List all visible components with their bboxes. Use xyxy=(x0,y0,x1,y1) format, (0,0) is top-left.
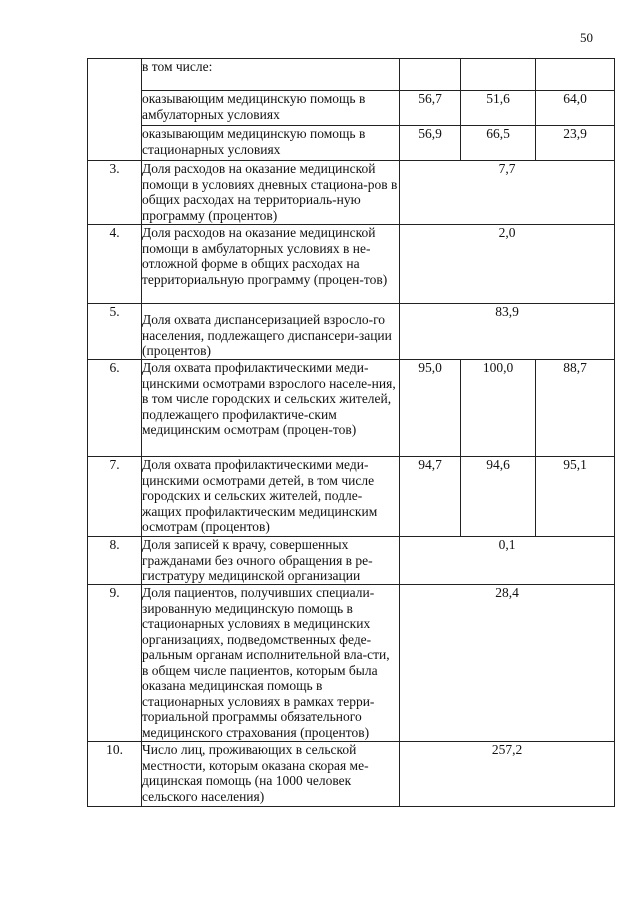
row-text: Доля записей к врачу, совершенных гражданами без очного обращения в ре-гистратуру медицинской организации xyxy=(142,537,400,585)
value-cell xyxy=(461,59,536,91)
table-row xyxy=(88,360,615,457)
row-text: Доля расходов на оказание медицинской помощи в амбулаторных условиях в не-отложной форме в общих расходах на территориальную программу (процен-тов) xyxy=(142,225,400,304)
row-number: 3. xyxy=(88,161,142,225)
value-cell: 56,9 xyxy=(400,126,461,161)
row-number: 10. xyxy=(88,742,142,807)
row-number: 4. xyxy=(88,225,142,304)
table-row xyxy=(88,585,615,742)
value-cell: 28,4 xyxy=(400,585,615,742)
value-cell: 100,0 xyxy=(461,360,536,457)
row-text: Доля охвата диспансеризацией взросло-го населения, подлежащего диспансери-зации (процентов) xyxy=(142,304,400,360)
value-cell: 66,5 xyxy=(461,126,536,161)
indicators-table xyxy=(87,58,615,807)
table-row xyxy=(88,225,615,304)
value-cell: 64,0 xyxy=(536,91,615,126)
value-cell: 51,6 xyxy=(461,91,536,126)
row-text: Доля охвата профилактическими меди-цинскими осмотрами взрослого населе-ния, в том числе городских и сельских жителей, подлежащего профилактиче-ским медицинским осмотрам (процен-тов) xyxy=(142,360,400,457)
table-row xyxy=(88,742,615,807)
row-number: 5. xyxy=(88,304,142,360)
row-text: Доля пациентов, получивших специали-зированную медицинскую помощь в стационарных условиях в медицинских организациях, подведомственных феде-ральным органам исполнительной вла-сти, в общем числе пациентов, которым была оказана медицинская помощь в стационарных условиях в рамках терри-ториальной программы обязательного медицинского страхования (процентов) xyxy=(142,585,400,742)
table-row xyxy=(88,91,615,126)
value-cell: 95,0 xyxy=(400,360,461,457)
value-cell: 94,6 xyxy=(461,457,536,537)
table-row xyxy=(88,537,615,585)
value-cell: 0,1 xyxy=(400,537,615,585)
row-text: оказывающим медицинскую помощь в стационарных условиях xyxy=(142,126,400,161)
row-number: 8. xyxy=(88,537,142,585)
table-row xyxy=(88,59,615,91)
row-text: в том числе: xyxy=(142,59,400,91)
value-cell xyxy=(400,59,461,91)
table-row xyxy=(88,457,615,537)
row-text: оказывающим медицинскую помощь в амбулаторных условиях xyxy=(142,91,400,126)
row-number: 7. xyxy=(88,457,142,537)
row-number: 9. xyxy=(88,585,142,742)
table-row xyxy=(88,126,615,161)
value-cell xyxy=(536,59,615,91)
value-cell: 94,7 xyxy=(400,457,461,537)
row-text: Доля охвата профилактическими меди-цинскими осмотрами детей, в том числе городских и сельских жителей, подле-жащих профилактическим медицинским осмотрам (процентов) xyxy=(142,457,400,537)
table-row xyxy=(88,304,615,360)
value-cell: 95,1 xyxy=(536,457,615,537)
value-cell: 2,0 xyxy=(400,225,615,304)
value-cell: 56,7 xyxy=(400,91,461,126)
value-cell: 88,7 xyxy=(536,360,615,457)
value-cell: 7,7 xyxy=(400,161,615,225)
row-text: Число лиц, проживающих в сельской местности, которым оказана скорая ме-дицинская помощь (на 1000 человек сельского населения) xyxy=(142,742,400,807)
row-number-cell xyxy=(88,59,142,161)
row-number: 6. xyxy=(88,360,142,457)
table-row xyxy=(88,161,615,225)
value-cell: 23,9 xyxy=(536,126,615,161)
value-cell: 83,9 xyxy=(400,304,615,360)
value-cell: 257,2 xyxy=(400,742,615,807)
page-number: 50 xyxy=(580,30,593,45)
row-text: Доля расходов на оказание медицинской помощи в условиях дневных стациона-ров в общих расходах на территориаль-ную программу (процентов) xyxy=(142,161,400,225)
